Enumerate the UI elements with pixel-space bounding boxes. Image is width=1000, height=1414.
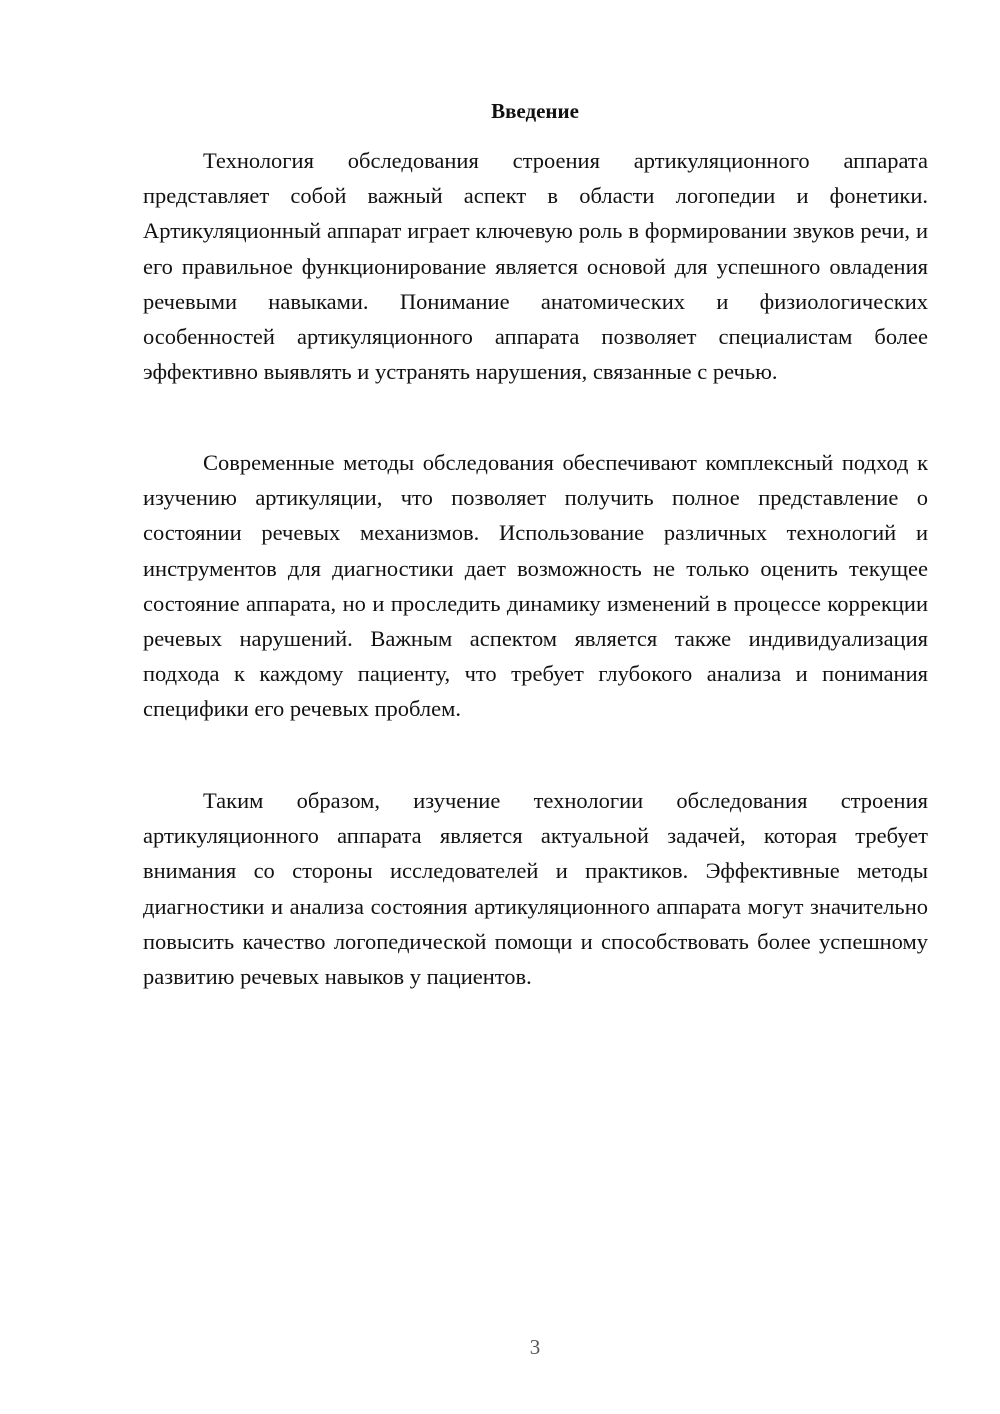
page-number: 3 (529, 1335, 541, 1359)
paragraph-2: Современные методы обследования обеспечивают комплексный подход к изучению артикуляции, что позволяет получить полное представление о состоянии речевых механизмов. Использование различных технологий и инструментов для диагностики дает возможность не только оценить текущее состояние аппарата, но и проследить динамику изменений в процессе коррекции речевых нарушений. Важным аспектом является также индивидуализация подхода к каждому пациенту, что требует глубокого анализа и понимания специфики его речевых проблем. (143, 450, 928, 722)
page-title: Введение (491, 99, 579, 123)
paragraph-1: Технология обследования строения артикуляционного аппарата представляет собой важный аспект в области логопедии и фонетики. Артикуляционный аппарат играет ключевую роль в формировании звуков речи, и его правильное функционирование является основой для успешного овладения речевыми навыками. Понимание анатомических и физиологических особенностей артикуляционного аппарата позволяет специалистам более эффективно выявлять и устранять нарушения, связанные с речью. (143, 148, 928, 385)
paragraph-3: Таким образом, изучение технологии обследования строения артикуляционного аппарата является актуальной задачей, которая требует внимания со стороны исследователей и практиков. Эффективные методы диагностики и анализа состояния артикуляционного аппарата могут значительно повысить качество логопедической помощи и способствовать более успешному развитию речевых навыков у пациентов. (143, 788, 928, 990)
